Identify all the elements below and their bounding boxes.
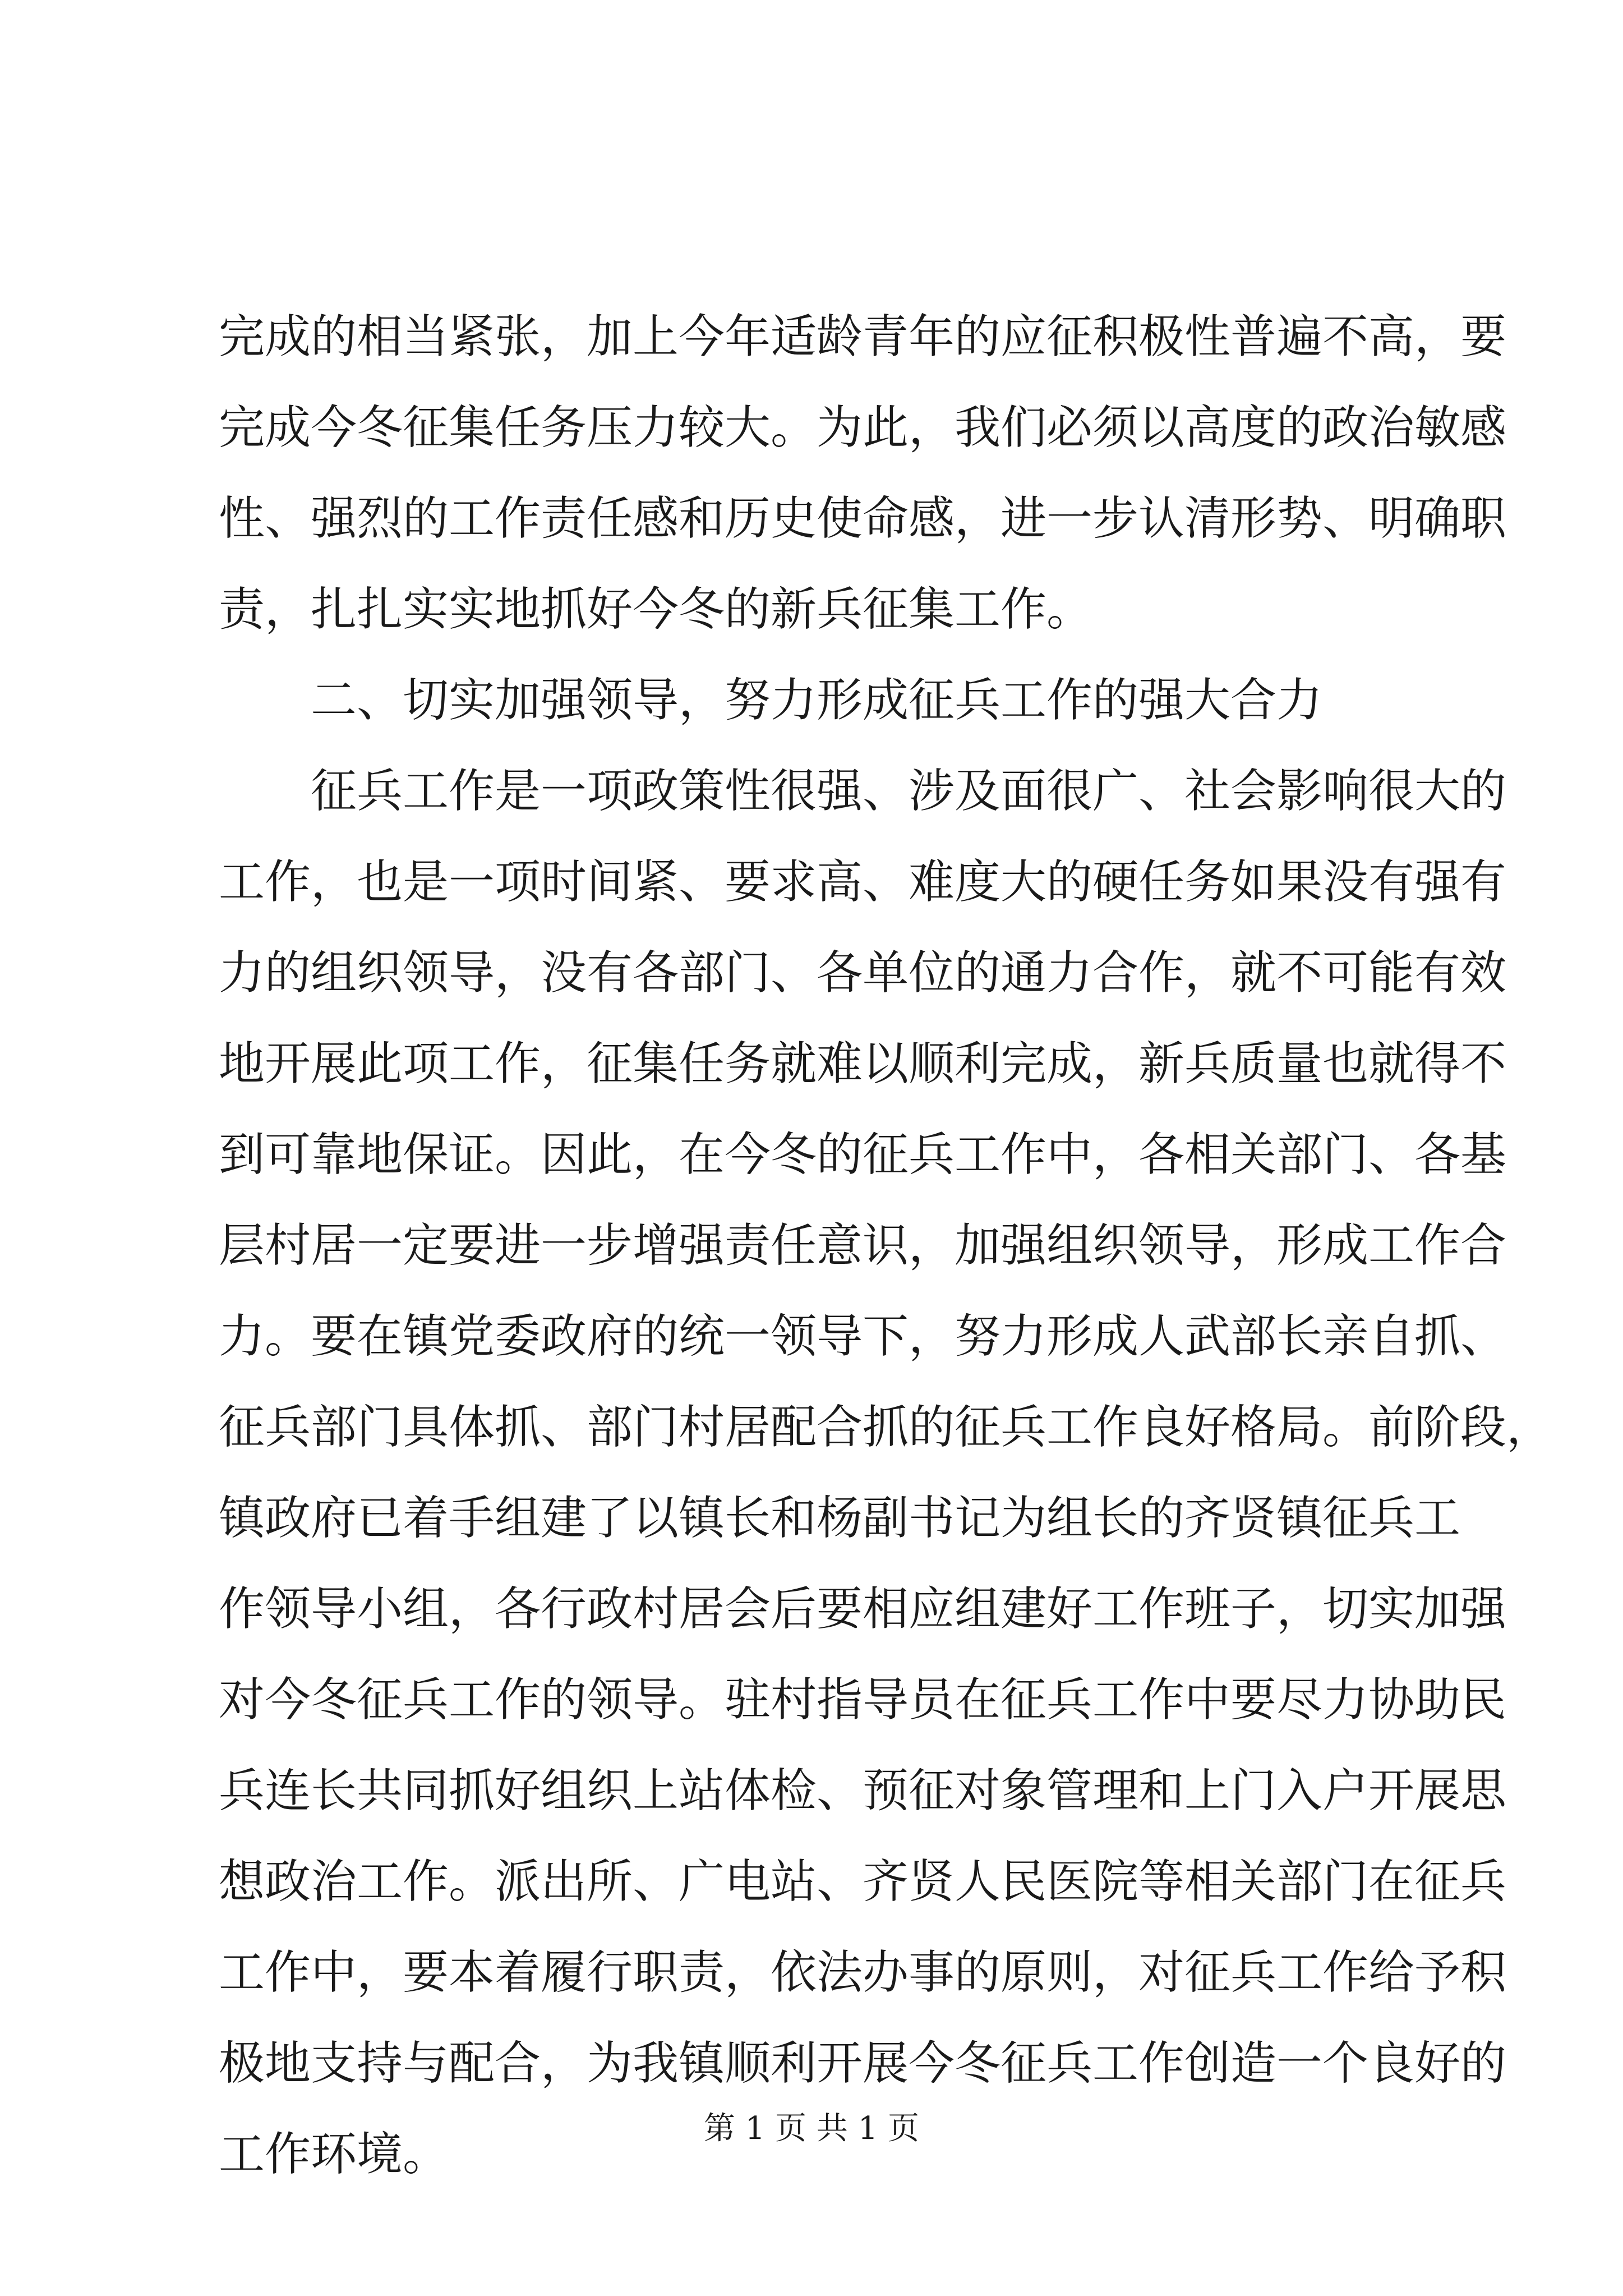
paragraph-line: 兵连长共同抓好组织上站体检、预征对象管理和上门入户开展思 [219,1764,1507,1818]
paragraph-line: 极地支持与配合，为我镇顺利开展今冬征兵工作创造一个良好的 [219,2037,1507,2090]
paragraph-line: 想政治工作。派出所、广电站、齐贤人民医院等相关部门在征兵 [219,1855,1507,1908]
paragraph-line: 力。要在镇党委政府的统一领导下，努力形成人武部长亲自抓、 [219,1310,1507,1363]
document-body [219,292,1553,2200]
paragraph-line: 地开展此项工作，征集任务就难以顺利完成，新兵质量也就得不 [219,1037,1507,1091]
paragraph-line: 完成今冬征集任务压力较大。为此，我们必须以高度的政治敏感 [219,401,1507,454]
paragraph-line: 对今冬征兵工作的领导。驻村指导员在征兵工作中要尽力协助民 [219,1673,1507,1727]
paragraph-line: 征兵工作是一项政策性很强、涉及面很广、社会影响很大的 [311,765,1507,818]
paragraph-line: 完成的相当紧张，加上今年适龄青年的应征积极性普遍不高，要 [219,310,1507,364]
paragraph-line: 责，扎扎实实地抓好今冬的新兵征集工作。 [219,583,1093,636]
paragraph-line: 到可靠地保证。因此，在今冬的征兵工作中，各相关部门、各基 [219,1128,1507,1181]
paragraph-line: 工作中，要本着履行职责，依法办事的原则，对征兵工作给予积 [219,1946,1507,1999]
paragraph-line: 工作，也是一项时间紧、要求高、难度大的硬任务如果没有强有 [219,855,1507,909]
page-footer: 第 1 页 共 1 页 [703,2110,920,2147]
paragraph-line: 工作环境。 [219,2128,449,2181]
paragraph-line: 层村居一定要进一步增强责任意识，加强组织领导，形成工作合 [219,1219,1507,1272]
paragraph-line: 性、强烈的工作责任感和历史使命感，进一步认清形势、明确职 [219,492,1507,545]
paragraph-line: 镇政府已着手组建了以镇长和杨副书记为组长的齐贤镇征兵工 [219,1492,1461,1545]
paragraph-line: 力的组织领导，没有各部门、各单位的通力合作，就不可能有效 [219,946,1507,1000]
paragraph-line: 征兵部门具体抓、部门村居配合抓的征兵工作良好格局。前阶段， [219,1401,1553,1454]
paragraph-line: 作领导小组，各行政村居会后要相应组建好工作班子，切实加强 [219,1582,1507,1636]
section-heading: 二、切实加强领导，努力形成征兵工作的强大合力 [311,674,1323,727]
